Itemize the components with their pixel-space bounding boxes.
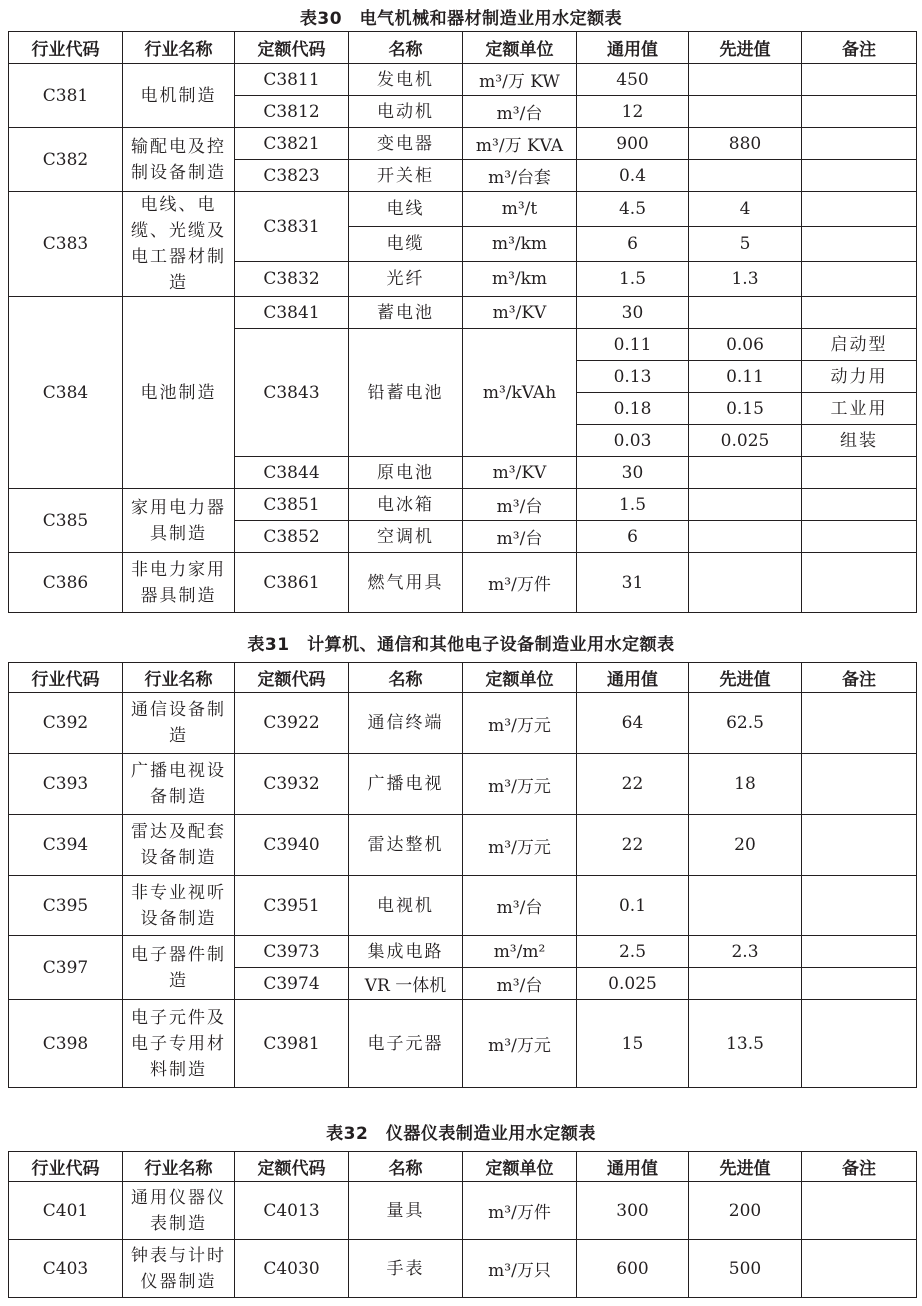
col-header: 行业代码 [9, 32, 123, 64]
item-name: 电子元器 [349, 1000, 463, 1088]
quota-unit: m³/台 [463, 968, 577, 1000]
industry-name: 电机制造 [123, 64, 235, 128]
col-header: 行业名称 [123, 32, 235, 64]
advanced-value: 0.025 [689, 425, 802, 457]
col-header: 通用值 [577, 663, 689, 693]
industry-code: C401 [9, 1182, 123, 1240]
quota-code: C3951 [235, 876, 349, 936]
industry-code: C392 [9, 693, 123, 754]
item-name: 广播电视 [349, 754, 463, 815]
general-value: 4.5 [577, 192, 689, 227]
note [802, 693, 917, 754]
industry-code: C384 [9, 297, 123, 489]
industry-name: 家用电力器具制造 [123, 489, 235, 553]
item-name: 发电机 [349, 64, 463, 96]
quota-code: C3922 [235, 693, 349, 754]
industry-code: C383 [9, 192, 123, 297]
quota-unit: m³/台 [463, 876, 577, 936]
quota-code: C3823 [235, 160, 349, 192]
quota-unit: m³/台 [463, 96, 577, 128]
quota-unit: m³/km [463, 262, 577, 297]
quota-code: C3843 [235, 329, 349, 457]
table32-caption: 表32 仪器仪表制造业用水定额表 [326, 1124, 596, 1144]
general-value: 0.1 [577, 876, 689, 936]
quota-unit: m³/kVAh [463, 329, 577, 457]
item-name: VR 一体机 [349, 968, 463, 1000]
advanced-value: 18 [689, 754, 802, 815]
note [802, 457, 917, 489]
table-row [9, 1000, 917, 1088]
advanced-value: 4 [689, 192, 802, 227]
quota-code: C3811 [235, 64, 349, 96]
col-header: 行业名称 [123, 663, 235, 693]
quota-code: C3974 [235, 968, 349, 1000]
general-value: 6 [577, 227, 689, 262]
general-value: 0.03 [577, 425, 689, 457]
general-value: 30 [577, 457, 689, 489]
general-value: 900 [577, 128, 689, 160]
col-header: 名称 [349, 1152, 463, 1182]
general-value: 0.025 [577, 968, 689, 1000]
industry-code: C397 [9, 936, 123, 1000]
advanced-value: 62.5 [689, 693, 802, 754]
note [802, 489, 917, 521]
advanced-value: 500 [689, 1240, 802, 1298]
general-value: 1.5 [577, 262, 689, 297]
advanced-value [689, 64, 802, 96]
quota-unit: m³/万元 [463, 1000, 577, 1088]
quota-unit: m³/万元 [463, 693, 577, 754]
industry-name: 电线、电缆、光缆及电工器材制造 [123, 192, 235, 297]
industry-name: 非电力家用器具制造 [123, 553, 235, 613]
industry-code: C398 [9, 1000, 123, 1088]
table31-caption: 表31 计算机、通信和其他电子设备制造业用水定额表 [247, 635, 675, 655]
industry-code: C381 [9, 64, 123, 128]
note [802, 64, 917, 96]
col-header: 先进值 [689, 32, 802, 64]
item-name: 蓄电池 [349, 297, 463, 329]
table-row [9, 815, 917, 876]
quota-unit: m³/t [463, 192, 577, 227]
quota-unit: m³/万 KW [463, 64, 577, 96]
quota-code: C3981 [235, 1000, 349, 1088]
item-name: 开关柜 [349, 160, 463, 192]
col-header: 定额代码 [235, 663, 349, 693]
general-value: 22 [577, 754, 689, 815]
item-name: 变电器 [349, 128, 463, 160]
table-row [9, 1240, 917, 1298]
col-header: 定额代码 [235, 32, 349, 64]
note: 组装 [802, 425, 917, 457]
table31 [8, 662, 917, 1088]
industry-name: 钟表与计时仪器制造 [123, 1240, 235, 1298]
note [802, 815, 917, 876]
quota-unit: m³/台套 [463, 160, 577, 192]
item-name: 量具 [349, 1182, 463, 1240]
advanced-value: 0.06 [689, 329, 802, 361]
quota-code: C3973 [235, 936, 349, 968]
general-value: 12 [577, 96, 689, 128]
quota-unit: m³/万元 [463, 754, 577, 815]
note: 动力用 [802, 361, 917, 393]
quota-unit: m³/台 [463, 521, 577, 553]
table30 [8, 31, 917, 613]
industry-name: 通用仪器仪表制造 [123, 1182, 235, 1240]
table31-header-row [9, 663, 917, 693]
advanced-value [689, 96, 802, 128]
quota-unit: m³/万件 [463, 553, 577, 613]
industry-name: 非专业视听设备制造 [123, 876, 235, 936]
advanced-value [689, 553, 802, 613]
advanced-value: 1.3 [689, 262, 802, 297]
table32 [8, 1151, 917, 1298]
note [802, 1182, 917, 1240]
item-name: 原电池 [349, 457, 463, 489]
col-header: 行业代码 [9, 663, 123, 693]
advanced-value: 0.15 [689, 393, 802, 425]
note [802, 1240, 917, 1298]
industry-code: C395 [9, 876, 123, 936]
col-header: 备注 [802, 663, 917, 693]
quota-code: C3831 [235, 192, 349, 262]
table-row [9, 693, 917, 754]
col-header: 定额单位 [463, 32, 577, 64]
table-row [9, 128, 917, 160]
col-header: 定额单位 [463, 663, 577, 693]
quota-code: C3844 [235, 457, 349, 489]
general-value: 300 [577, 1182, 689, 1240]
industry-name: 电子器件制造 [123, 936, 235, 1000]
industry-code: C403 [9, 1240, 123, 1298]
general-value: 15 [577, 1000, 689, 1088]
advanced-value [689, 876, 802, 936]
note [802, 128, 917, 160]
advanced-value: 5 [689, 227, 802, 262]
item-name: 电动机 [349, 96, 463, 128]
quota-code: C3861 [235, 553, 349, 613]
col-header: 行业代码 [9, 1152, 123, 1182]
item-name: 电缆 [349, 227, 463, 262]
col-header: 定额单位 [463, 1152, 577, 1182]
table-row [9, 553, 917, 613]
table-row [9, 876, 917, 936]
item-name: 电线 [349, 192, 463, 227]
table-row [9, 936, 917, 968]
advanced-value: 13.5 [689, 1000, 802, 1088]
item-name: 铅蓄电池 [349, 329, 463, 457]
table32-header-row [9, 1152, 917, 1182]
table-row [9, 754, 917, 815]
note [802, 936, 917, 968]
industry-code: C386 [9, 553, 123, 613]
quota-unit: m³/万件 [463, 1182, 577, 1240]
general-value: 31 [577, 553, 689, 613]
advanced-value [689, 457, 802, 489]
general-value: 0.13 [577, 361, 689, 393]
note [802, 297, 917, 329]
col-header: 备注 [802, 32, 917, 64]
general-value: 600 [577, 1240, 689, 1298]
advanced-value [689, 521, 802, 553]
note [802, 160, 917, 192]
col-header: 名称 [349, 663, 463, 693]
quota-code: C3841 [235, 297, 349, 329]
note [802, 754, 917, 815]
industry-code: C382 [9, 128, 123, 192]
note [802, 968, 917, 1000]
quota-unit: m³/万元 [463, 815, 577, 876]
item-name: 集成电路 [349, 936, 463, 968]
table-row [9, 1182, 917, 1240]
col-header: 名称 [349, 32, 463, 64]
col-header: 通用值 [577, 32, 689, 64]
advanced-value: 2.3 [689, 936, 802, 968]
note [802, 96, 917, 128]
quota-unit: m³/万只 [463, 1240, 577, 1298]
quota-unit: m³/KV [463, 297, 577, 329]
quota-unit: m³/m² [463, 936, 577, 968]
general-value: 22 [577, 815, 689, 876]
quota-unit: m³/KV [463, 457, 577, 489]
note [802, 876, 917, 936]
item-name: 电视机 [349, 876, 463, 936]
general-value: 30 [577, 297, 689, 329]
note [802, 192, 917, 227]
note: 启动型 [802, 329, 917, 361]
quota-code: C3940 [235, 815, 349, 876]
col-header: 先进值 [689, 1152, 802, 1182]
advanced-value [689, 297, 802, 329]
table30-caption: 表30 电气机械和器材制造业用水定额表 [299, 9, 623, 29]
item-name: 燃气用具 [349, 553, 463, 613]
general-value: 2.5 [577, 936, 689, 968]
table30-header-row [9, 32, 917, 64]
general-value: 0.4 [577, 160, 689, 192]
note [802, 227, 917, 262]
col-header: 行业名称 [123, 1152, 235, 1182]
advanced-value [689, 489, 802, 521]
col-header: 先进值 [689, 663, 802, 693]
table-row [9, 489, 917, 521]
quota-code: C3821 [235, 128, 349, 160]
general-value: 450 [577, 64, 689, 96]
industry-code: C394 [9, 815, 123, 876]
item-name: 手表 [349, 1240, 463, 1298]
quota-code: C4013 [235, 1182, 349, 1240]
general-value: 64 [577, 693, 689, 754]
general-value: 6 [577, 521, 689, 553]
advanced-value [689, 160, 802, 192]
item-name: 空调机 [349, 521, 463, 553]
col-header: 备注 [802, 1152, 917, 1182]
quota-unit: m³/台 [463, 489, 577, 521]
quota-code: C3832 [235, 262, 349, 297]
note [802, 1000, 917, 1088]
note [802, 553, 917, 613]
quota-code: C3851 [235, 489, 349, 521]
advanced-value: 200 [689, 1182, 802, 1240]
table-row [9, 297, 917, 329]
table-row [9, 64, 917, 96]
industry-code: C385 [9, 489, 123, 553]
industry-name: 通信设备制造 [123, 693, 235, 754]
quota-unit: m³/km [463, 227, 577, 262]
general-value: 1.5 [577, 489, 689, 521]
industry-name: 雷达及配套设备制造 [123, 815, 235, 876]
note: 工业用 [802, 393, 917, 425]
quota-code: C4030 [235, 1240, 349, 1298]
advanced-value [689, 968, 802, 1000]
col-header: 通用值 [577, 1152, 689, 1182]
table-row [9, 192, 917, 227]
quota-code: C3932 [235, 754, 349, 815]
industry-name: 电子元件及电子专用材料制造 [123, 1000, 235, 1088]
industry-name: 电池制造 [123, 297, 235, 489]
note [802, 521, 917, 553]
general-value: 0.11 [577, 329, 689, 361]
item-name: 通信终端 [349, 693, 463, 754]
item-name: 光纤 [349, 262, 463, 297]
item-name: 电冰箱 [349, 489, 463, 521]
note [802, 262, 917, 297]
general-value: 0.18 [577, 393, 689, 425]
advanced-value: 0.11 [689, 361, 802, 393]
industry-name: 广播电视设备制造 [123, 754, 235, 815]
item-name: 雷达整机 [349, 815, 463, 876]
advanced-value: 880 [689, 128, 802, 160]
industry-name: 输配电及控制设备制造 [123, 128, 235, 192]
industry-code: C393 [9, 754, 123, 815]
quota-unit: m³/万 KVA [463, 128, 577, 160]
col-header: 定额代码 [235, 1152, 349, 1182]
quota-code: C3812 [235, 96, 349, 128]
advanced-value: 20 [689, 815, 802, 876]
quota-code: C3852 [235, 521, 349, 553]
